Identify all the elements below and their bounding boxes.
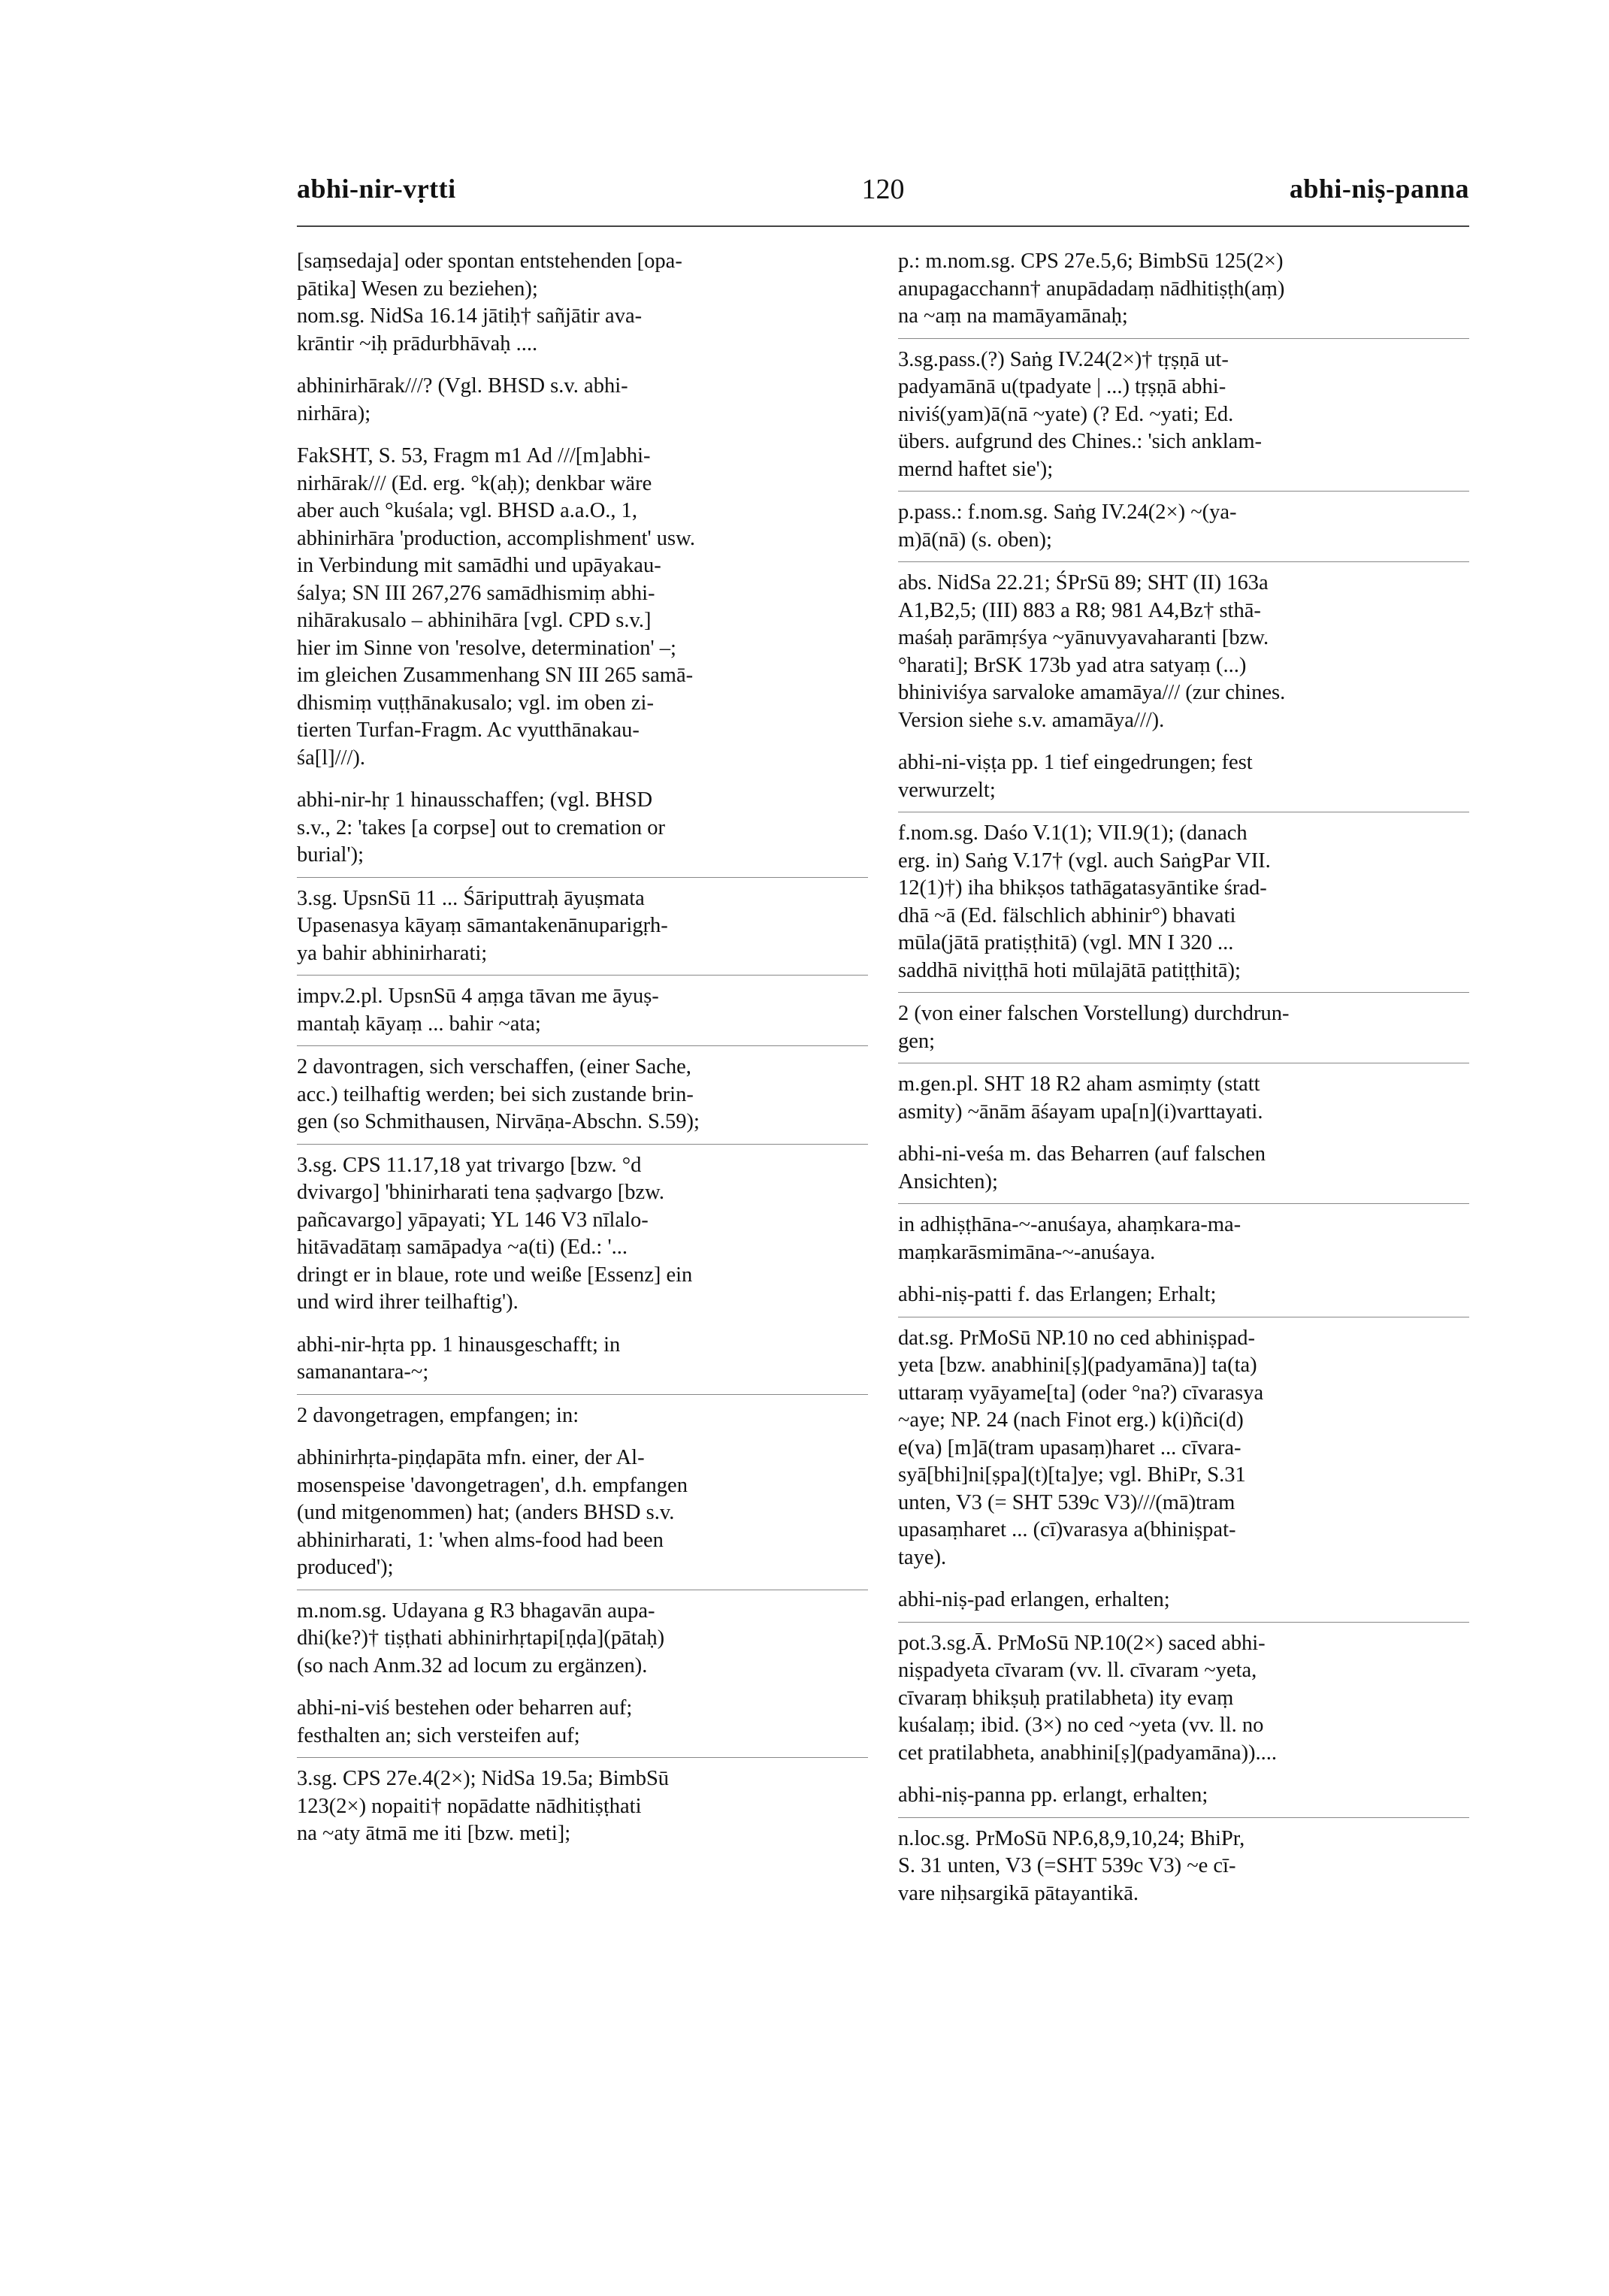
header-rule <box>297 225 1469 227</box>
text-line: Version siehe s.v. amamāya///). <box>898 708 1165 732</box>
text-line: nihārakusalo – abhinihāra [vgl. CPD s.v.] <box>297 609 652 632</box>
text-line: pañcavargo] yāpayati; YL 146 V3 nīlalo- <box>297 1208 649 1232</box>
text-line: krāntir ~iḥ prādurbhāvaḥ .... <box>297 331 538 355</box>
right-column-entry-block <box>898 248 1469 339</box>
text-line: dat.sg. PrMoSū NP.10 no ced abhiniṣpad- <box>898 1326 1255 1350</box>
text-line: 123(2×) nopaiti† nopādatte nādhitiṣṭhati <box>297 1794 642 1818</box>
text-line: upasaṃharet ... (cī)varasya a(bhiniṣpat- <box>898 1518 1236 1541</box>
text-line: kuśalaṃ; ibid. (3×) no ced ~yeta (vv. ll. no <box>898 1714 1264 1737</box>
right-column-entry-block <box>898 1325 1469 1572</box>
text-line: niviś(yam)ā(nā ~yate) (? Ed. ~yati; Ed. <box>898 402 1234 426</box>
text-line: übers. aufgrund des Chines.: 'sich anklam- <box>898 430 1262 453</box>
text-line: m.nom.sg. Udayana g R3 bhagavān aupa- <box>297 1599 655 1623</box>
text-line: produced'); <box>297 1556 394 1579</box>
text-line: f.nom.sg. Daśo V.1(1); VII.9(1); (danach <box>898 821 1248 845</box>
text-line: verwurzelt; <box>898 778 996 802</box>
text-line: unten, V3 (= SHT 539c V3)///(mā)tram <box>898 1490 1235 1514</box>
text-line: °harati]; BrSK 173b yad atra satyaṃ (...) <box>898 653 1247 677</box>
text-line: s.v., 2: 'takes [a corpse] out to cremation or <box>297 815 666 839</box>
text-line: (so nach Anm.32 ad locum zu ergänzen). <box>297 1653 648 1677</box>
text-line: dhā ~ā (Ed. fälschlich abhinir°) bhavati <box>898 903 1236 927</box>
text-line: gen (so Schmithausen, Nirvāṇa-Abschn. S.59); <box>297 1110 700 1133</box>
text-line: erg. in) Saṅg V.17† (vgl. auch SaṅgPar VII. <box>898 849 1271 873</box>
left-column <box>297 248 868 1863</box>
right-column-entry-block <box>898 1212 1469 1266</box>
text-line: 3.sg. CPS 27e.4(2×); NidSa 19.5a; BimbSū <box>297 1767 670 1790</box>
text-line: A1,B2,5; (III) 883 a R8; 981 A4,Bz† sthā- <box>898 598 1261 622</box>
right-column-entry-block <box>898 346 1469 492</box>
text-line: [saṃsedaja] oder spontan entstehenden [opa- <box>297 250 682 273</box>
text-line: gen; <box>898 1029 936 1053</box>
left-column-entry-block <box>297 1152 868 1317</box>
text-line: yeta [bzw. anabhini[ṣ](padyamāna)] ta(ta) <box>898 1354 1257 1377</box>
text-line: na ~aṃ na mamāyamānaḥ; <box>898 304 1128 328</box>
text-line: bhiniviśya sarvaloke amamāya/// (zur chines. <box>898 681 1286 704</box>
text-line: asmity) ~ānām āśayam upa[n](i)varttayati. <box>898 1100 1263 1124</box>
page-header <box>297 173 1469 218</box>
text-line: abhinirhṛta-piṇḍapāta mfn. einer, der Al- <box>297 1446 645 1469</box>
left-column-entry-block <box>297 885 868 976</box>
left-column-entry-block <box>297 373 868 428</box>
left-column-entry-block <box>297 1598 868 1680</box>
left-column-entry-block <box>297 1444 868 1590</box>
left-running-head: abhi-nir-vṛtti <box>297 174 456 204</box>
text-line: Upasenasya kāyaṃ sāmantakenānuparigṛh- <box>297 914 668 937</box>
left-column-entry-block <box>297 1765 868 1848</box>
text-line: dvivargo] 'bhinirharati tena ṣaḍvargo [bzw. <box>297 1181 664 1204</box>
text-line: (und mitgenommen) hat; (anders BHSD s.v. <box>297 1501 675 1524</box>
text-line: abhi-niṣ-pad erlangen, erhalten; <box>898 1588 1170 1611</box>
text-line: anupagacchann† anupādadaṃ nādhitiṣṭh(aṃ) <box>898 277 1285 301</box>
text-line: padyamānā u(tpadyate | ...) tṛṣṇā abhi- <box>898 375 1226 398</box>
text-line: tierten Turfan-Fragm. Ac vyutthānakau- <box>297 718 640 742</box>
text-line: m)ā(nā) (s. oben); <box>898 528 1052 552</box>
left-column-entry-block <box>297 787 868 878</box>
text-line: abhi-niṣ-panna pp. erlangt, erhalten; <box>898 1783 1208 1807</box>
text-line: śalya; SN III 267,276 samādhismiṃ abhi- <box>297 581 655 605</box>
right-column-entry-block <box>898 749 1469 812</box>
right-column-entry-block <box>898 499 1469 562</box>
text-line: uttaraṃ vyāyame[ta] (oder °na?) cīvarasya <box>898 1381 1264 1405</box>
text-line: cīvaraṃ bhikṣuḥ pratilabheta) ity evaṃ <box>898 1686 1234 1710</box>
text-line: in adhiṣṭhāna-~-anuśaya, ahaṃkara-ma- <box>898 1213 1242 1236</box>
right-column-entry-block <box>898 820 1469 993</box>
text-line: n.loc.sg. PrMoSū NP.6,8,9,10,24; BhiPr, <box>898 1826 1245 1850</box>
text-line: na ~aty ātmā me iti [bzw. meti]; <box>297 1822 571 1845</box>
left-column-entry-block <box>297 1402 868 1430</box>
text-line: pot.3.sg.Ā. PrMoSū NP.10(2×) saced abhi- <box>898 1631 1266 1655</box>
text-line: samanantara-~; <box>297 1360 429 1384</box>
text-line: maṃkarāsmimāna-~-anuśaya. <box>898 1240 1156 1264</box>
text-line: abhinirhāra 'production, accomplishment' usw. <box>297 526 695 550</box>
text-line: e(va) [m]ā(tram upasaṃ)haret ... cīvara- <box>898 1435 1242 1460</box>
text-line: hitāvadātaṃ samāpadya ~a(ti) (Ed.: '... <box>297 1236 628 1259</box>
text-line: acc.) teilhaftig werden; bei sich zustande brin- <box>297 1082 694 1106</box>
left-column-entry-block <box>297 1695 868 1758</box>
text-line: abhi-ni-veśa m. das Beharren (auf falschen <box>898 1142 1266 1166</box>
text-line: S. 31 unten, V3 (=SHT 539c V3) ~e cī- <box>898 1854 1236 1877</box>
text-line: abhi-ni-viṣṭa pp. 1 tief eingedrungen; fest <box>898 751 1253 774</box>
text-line: śa[l]///). <box>297 746 366 770</box>
text-line: taye). <box>898 1545 947 1569</box>
text-line: p.: m.nom.sg. CPS 27e.5,6; BimbSū 125(2×) <box>898 250 1284 273</box>
text-line: nirhārak/// (Ed. erg. °k(aḥ); denkbar wäre <box>297 471 652 495</box>
left-column-entry-block <box>297 1054 868 1145</box>
text-line: 2 davontragen, sich verschaffen, (einer Sache, <box>297 1055 691 1078</box>
right-column-entry-block <box>898 1071 1469 1126</box>
text-line: m.gen.pl. SHT 18 R2 aham asmiṃty (statt <box>898 1072 1260 1096</box>
right-column-entry-block <box>898 1281 1469 1317</box>
text-line: dringt er in blaue, rote und weiße [Essenz] ein <box>297 1263 693 1287</box>
text-line: abhinirharati, 1: 'when alms-food had been <box>297 1528 664 1552</box>
left-column-entry-block <box>297 248 868 358</box>
text-line: abs. NidSa 22.21; ŚPrSū 89; SHT (II) 163a <box>898 571 1269 594</box>
text-line: syā[bhi]ni[ṣpa](t)[ta]ye; vgl. BhiPr, S.31 <box>898 1463 1246 1487</box>
text-line: mantaḥ kāyaṃ ... bahir ~ata; <box>297 1012 541 1036</box>
text-line: abhi-nir-hṛta pp. 1 hinausgeschafft; in <box>297 1333 621 1357</box>
right-column-entry-block <box>898 1587 1469 1623</box>
text-line: impv.2.pl. UpsnSū 4 aṃga tāvan me āyuṣ- <box>297 985 659 1008</box>
text-line: dhi(ke?)† tiṣṭhati abhinirhṛtapi[ṇḍa](pātaḥ) <box>297 1626 665 1650</box>
text-line: maśaḥ parāmṛśya ~yānuvyavaharanti [bzw. <box>898 626 1269 649</box>
text-line: abhi-ni-viś bestehen oder beharren auf; <box>297 1696 633 1720</box>
right-column <box>898 248 1469 1922</box>
text-line: Ansichten); <box>898 1169 998 1193</box>
right-column-entry-block <box>898 1000 1469 1063</box>
text-line: ~aye; NP. 24 (nach Finot erg.) k(i)ñci(d) <box>898 1408 1244 1432</box>
text-line: FakSHT, S. 53, Fragm m1 Ad ///[m]abhi- <box>297 444 651 467</box>
text-line: abhi-nir-hṛ 1 hinausschaffen; (vgl. BHSD <box>297 788 653 812</box>
text-line: 2 (von einer falschen Vorstellung) durchdrun- <box>898 1002 1290 1025</box>
text-line: abhi-niṣ-patti f. das Erlangen; Erhalt; <box>898 1283 1217 1306</box>
text-line: 3.sg. CPS 11.17,18 yat trivargo [bzw. °d <box>297 1153 642 1177</box>
right-column-entry-block <box>898 570 1469 734</box>
text-line: burial'); <box>297 843 364 867</box>
text-line: in Verbindung mit samādhi und upāyakau- <box>297 554 661 577</box>
text-line: festhalten an; sich versteifen auf; <box>297 1723 580 1747</box>
text-line: nirhāra); <box>297 401 371 425</box>
text-line: mernd haftet sie'); <box>898 457 1054 481</box>
right-running-head: abhi-niṣ-panna <box>1289 174 1469 204</box>
page-number: 120 <box>861 174 905 205</box>
text-line: im gleichen Zusammenhang SN III 265 samā- <box>297 664 694 687</box>
right-column-entry-block <box>898 1141 1469 1204</box>
text-line: saddhā niviṭṭhā hoti mūlajātā patiṭṭhitā); <box>898 958 1241 982</box>
text-line: aber auch °kuśala; vgl. BHSD a.a.O., 1, <box>297 499 638 522</box>
left-column-entry-block <box>297 443 868 772</box>
text-line: p.pass.: f.nom.sg. Saṅg IV.24(2×) ~(ya- <box>898 501 1237 524</box>
text-line: ya bahir abhinirharati; <box>297 941 488 965</box>
left-column-entry-block <box>297 983 868 1046</box>
right-column-entry-block <box>898 1782 1469 1818</box>
text-line: vare niḥsargikā pātayantikā. <box>898 1881 1139 1905</box>
text-line: mūla(jātā pratiṣṭhitā) (vgl. MN I 320 ... <box>898 931 1234 954</box>
text-line: cet pratilabheta, anabhini[ṣ](padyamāna)).... <box>898 1741 1278 1765</box>
text-line: nom.sg. NidSa 16.14 jātiḥ† sañjātir ava- <box>297 304 643 328</box>
text-line: 3.sg.pass.(?) Saṅg IV.24(2×)† tṛṣṇā ut- <box>898 347 1229 371</box>
text-line: mosenspeise 'davongetragen', d.h. empfangen <box>297 1473 688 1497</box>
right-column-entry-block <box>898 1826 1469 1908</box>
right-column-entry-block <box>898 1630 1469 1768</box>
text-line: und wird ihrer teilhaftig'). <box>297 1290 519 1314</box>
text-line: pātika] Wesen zu beziehen); <box>297 277 538 301</box>
text-line: niṣpadyeta cīvaram (vv. ll. cīvaram ~yeta, <box>898 1659 1257 1682</box>
left-column-entry-block <box>297 1332 868 1395</box>
text-line: 12(1)†) iha bhikṣos tathāgatasyāntike śrad- <box>898 876 1267 900</box>
text-line: hier im Sinne von 'resolve, determination' –; <box>297 636 676 660</box>
text-line: abhinirhārak///? (Vgl. BHSD s.v. abhi- <box>297 374 628 398</box>
text-line: 3.sg. UpsnSū 11 ... Śāriputtraḥ āyuṣmata <box>297 886 645 910</box>
text-line: dhismiṃ vuṭṭhānakusalo; vgl. im oben zi- <box>297 691 654 715</box>
text-line: 2 davongetragen, empfangen; in: <box>297 1403 579 1427</box>
